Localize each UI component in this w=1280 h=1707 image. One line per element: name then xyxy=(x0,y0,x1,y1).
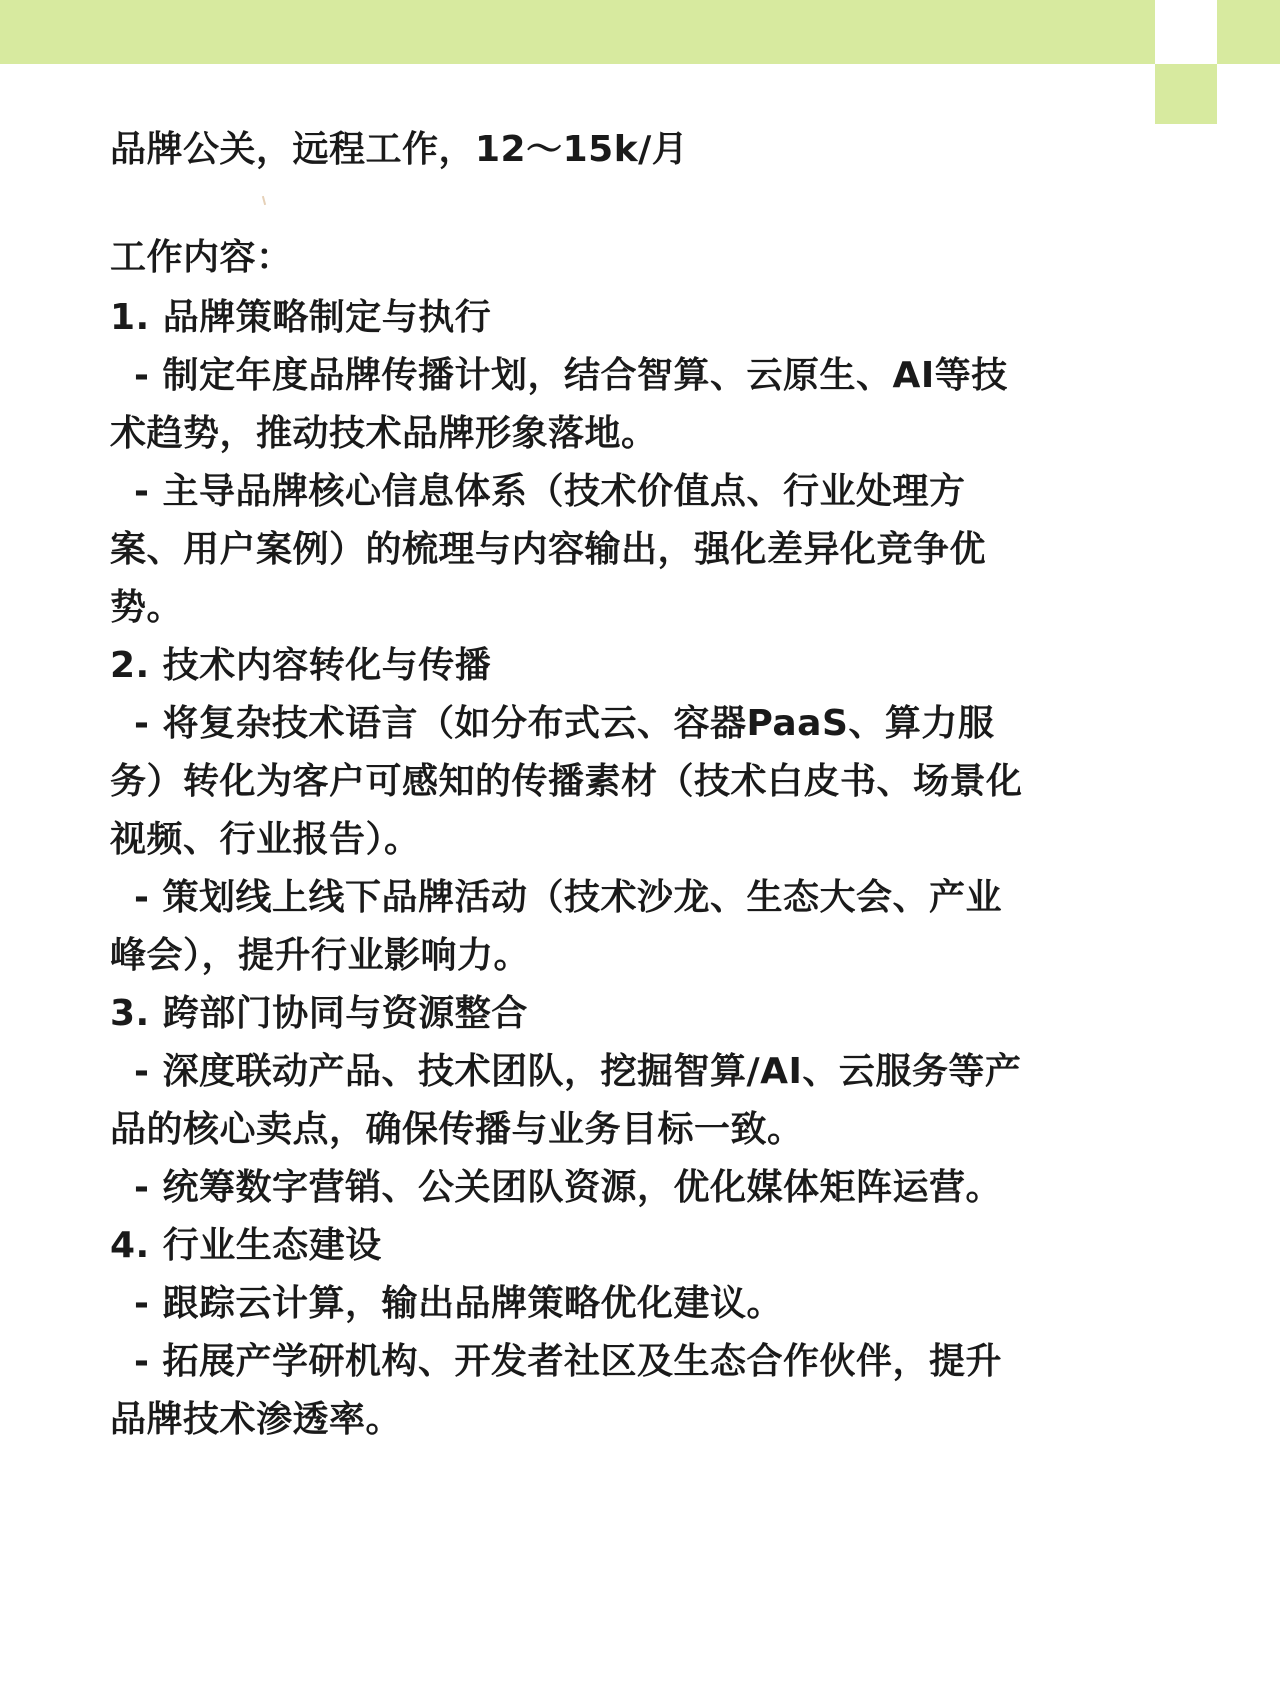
bullet-line: - 拓展产学研机构、开发者社区及生态合作伙伴，提升 xyxy=(134,1341,1002,1382)
bullet-line: 势。 xyxy=(110,587,184,628)
bullet-line: - 跟踪云计算，输出品牌策略优化建议。 xyxy=(134,1283,783,1324)
bullet-line: 案、用户案例）的梳理与内容输出，强化差异化竞争优 xyxy=(110,529,987,570)
top-accent-bar xyxy=(0,0,1155,64)
item-heading-1: 1. 品牌策略制定与执行 xyxy=(110,297,492,338)
bullet-line: - 主导品牌核心信息体系（技术价值点、行业处理方 xyxy=(134,471,966,512)
bullet-line: 术趋势，推动技术品牌形象落地。 xyxy=(110,413,658,454)
bullet-line: - 统筹数字营销、公关团队资源，优化媒体矩阵运营。 xyxy=(134,1167,1002,1208)
job-title: 品牌公关，远程工作，12～15k/月 xyxy=(110,129,689,170)
section-heading: 工作内容： xyxy=(110,237,293,278)
bullet-line: 品的核心卖点，确保传播与业务目标一致。 xyxy=(110,1109,804,1150)
bullet-line: 视频、行业报告）。 xyxy=(110,819,421,860)
corner-block-step xyxy=(1155,64,1217,124)
corner-block-top xyxy=(1217,0,1280,64)
bullet-line: - 将复杂技术语言（如分布式云、容器PaaS、算力服 xyxy=(134,703,995,744)
stray-mark xyxy=(262,196,266,205)
item-heading-2: 2. 技术内容转化与传播 xyxy=(110,645,492,686)
bullet-line: 峰会），提升行业影响力。 xyxy=(110,935,531,976)
bullet-line: - 策划线上线下品牌活动（技术沙龙、生态大会、产业 xyxy=(134,877,1002,918)
bullet-line: - 深度联动产品、技术团队，挖掘智算/AI、云服务等产 xyxy=(134,1051,1022,1092)
bullet-line: 品牌技术渗透率。 xyxy=(110,1399,403,1440)
bullet-line: - 制定年度品牌传播计划，结合智算、云原生、AI等技 xyxy=(134,355,1008,396)
bullet-line: 务）转化为客户可感知的传播素材（技术白皮书、场景化 xyxy=(110,761,1023,802)
item-heading-3: 3. 跨部门协同与资源整合 xyxy=(110,993,528,1034)
item-heading-4: 4. 行业生态建设 xyxy=(110,1225,382,1266)
